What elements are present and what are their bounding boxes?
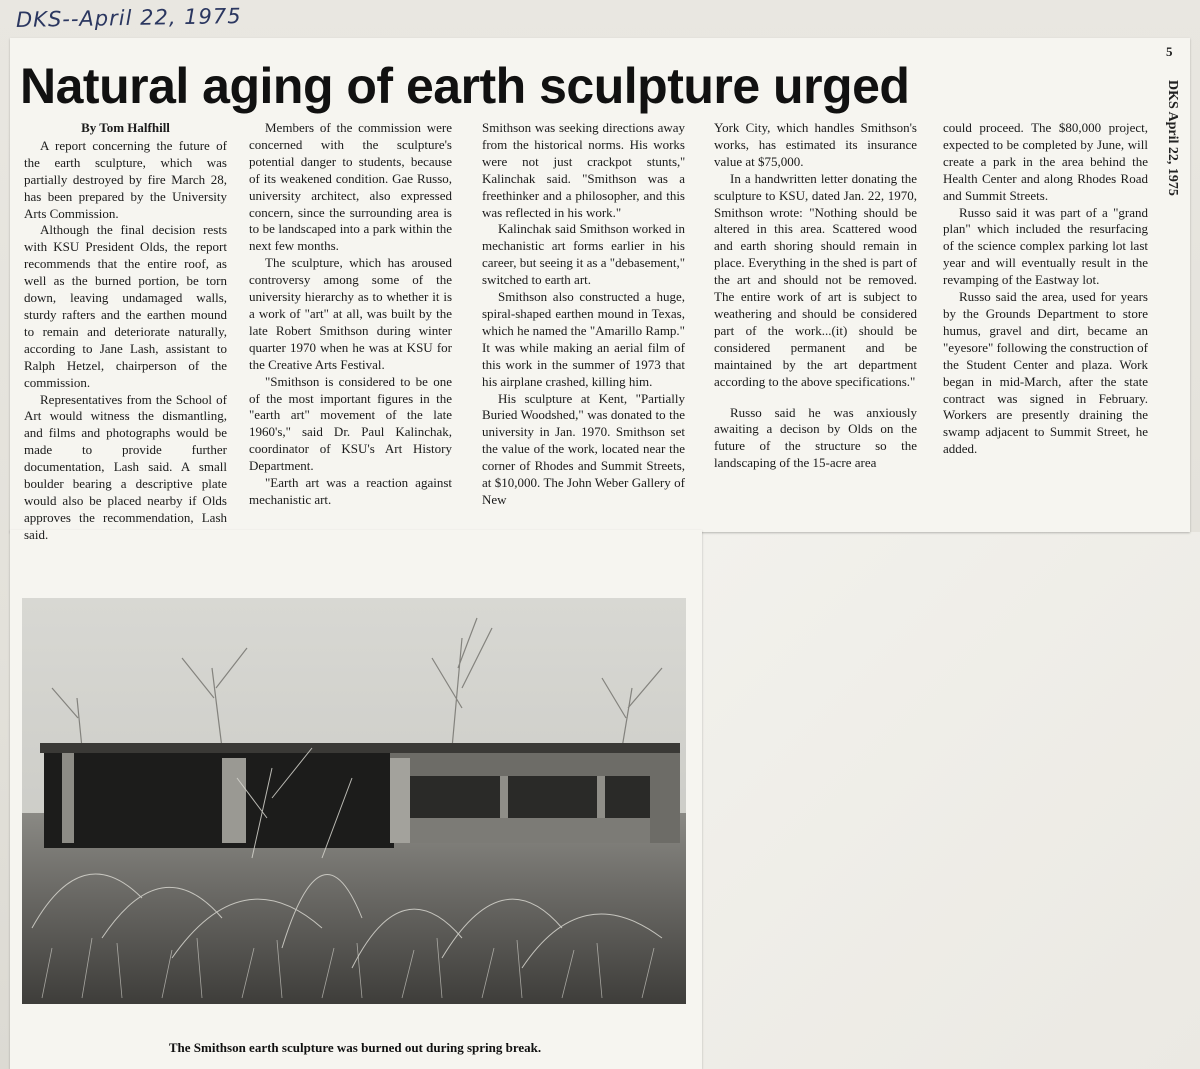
paragraph: "Earth art was a reaction against mechanistic art. bbox=[249, 475, 452, 507]
paragraph: Russo said the area, used for years by the Grounds Department to store humus, gravel and dirt, became an "eyesore" following the construction of the Student Center and plaza. Work began in mid-March, after the state contract was signed in February. Workers are presently draining the swamp adjacent to Summit Street, he added. bbox=[943, 289, 1148, 457]
handwritten-date-note: DKS--April 22, 1975 bbox=[15, 4, 242, 32]
woodshed-photo bbox=[22, 598, 686, 1004]
paragraph: Representatives from the School of Art would witness the dismantling, and films and photographs would be made to provide further documentation, Lash said. A small boulder bearing a descriptive plate would also be placed nearby if Olds approves the recommendation, Lash said. bbox=[24, 391, 227, 542]
paragraph: Russo said he was anxiously awaiting a decison by Olds on the future of the structure so the landscaping of the 15-acre area bbox=[714, 404, 917, 471]
article-column-1 bbox=[24, 120, 227, 544]
photo-caption: The Smithson earth sculpture was burned out during spring break. bbox=[168, 1040, 542, 1055]
side-date: DKS April 22, 1975 bbox=[1165, 80, 1180, 196]
paragraph: York City, which handles Smithson's works, has estimated its insurance value at $75,000. bbox=[714, 120, 917, 169]
paragraph: In a handwritten letter donating the sculpture to KSU, dated Jan. 22, 1970, Smithson wrote: "Nothing should be altered in this area. Scattered wood and earth shoring should remain in place. Everything in the shed is part of the art and should not be removed. The entire work of art is subject to weathering and should be considered part of the work...(it) should be considered permanent and be maintained by the art department according to the above specifications." bbox=[714, 170, 917, 389]
paragraph: His sculpture at Kent, "Partially Buried Woodshed," was donated to the university in Jan. 1970. Smithson set the value of the work, located near the corner of Rhodes and Summit Streets, at $10,000. The John Weber Gallery of New bbox=[482, 390, 685, 507]
woodshed bbox=[40, 743, 680, 848]
paragraph: The sculpture, which has aroused controversy among some of the university hierarchy as to whether it is a work of "art" at all, was built by the late Robert Smithson during winter quarter 1970 when he was at KSU for the Creative Arts Festival. bbox=[249, 255, 452, 372]
article-column-3 bbox=[482, 120, 685, 509]
paragraph: A report concerning the future of the earth sculpture, which was partially destroyed by fire March 28, has been prepared by the University Arts Commission. bbox=[24, 137, 227, 221]
paragraph: could proceed. The $80,000 project, expected to be completed by June, will create a park in the area behind the Health Center and along Rhodes Road and Summit Streets. bbox=[943, 120, 1148, 203]
side-tag bbox=[1150, 40, 1190, 280]
article-column-4 bbox=[714, 120, 917, 472]
article-column-5 bbox=[943, 120, 1148, 458]
page-number: 5 bbox=[1166, 44, 1173, 59]
headline: Natural aging of earth sculpture urged bbox=[20, 58, 910, 114]
paragraph: Members of the commission were concerned with the sculpture's potential danger to students, because of its weakened condition. Gae Russo, university architect, also expressed concern, since the surrounding area is to be landscaped into a park within the next few months. bbox=[249, 120, 452, 254]
paragraph: Kalinchak said Smithson worked in mechanistic art forms earlier in his career, but seeing it as a "debasement," switched to earth art. bbox=[482, 221, 685, 288]
paragraph: Although the final decision rests with KSU President Olds, the report recommends that the entire roof, as well as the burned portion, be torn down, leaving undamaged walls, sturdy rafters and the earthen mound to remain and deteriorate naturally, according to Jane Lash, assistant to Ralph Hetzel, chairperson of the commission. bbox=[24, 222, 227, 390]
byline: By Tom Halfhill bbox=[81, 120, 170, 135]
spacer bbox=[714, 391, 917, 405]
article-column-2 bbox=[249, 120, 452, 509]
paragraph: Smithson was seeking directions away from the historical norms. His works were not just crackpot stunts,'' Kalinchak said. "Smithson was a freethinker and a philosopher, and this was reflected in his work." bbox=[482, 120, 685, 220]
paragraph: Russo said it was part of a "grand plan" which included the resurfacing of the science complex parking lot last year and will eventually result in the revamping of the Eastway lot. bbox=[943, 204, 1148, 288]
blank-backing-area bbox=[700, 532, 1200, 1069]
paragraph: "Smithson is considered to be one of the most important figures in the "earth art" movement of the late 1960's," said Dr. Paul Kalinchak, coordinator of KSU's Art History Department. bbox=[249, 373, 452, 474]
paragraph: Smithson also constructed a huge, spiral-shaped earthen mound in Texas, which he named the "Amarillo Ramp." It was while making an aerial film of this work in the summer of 1973 that his airplane crashed, killing him. bbox=[482, 289, 685, 389]
